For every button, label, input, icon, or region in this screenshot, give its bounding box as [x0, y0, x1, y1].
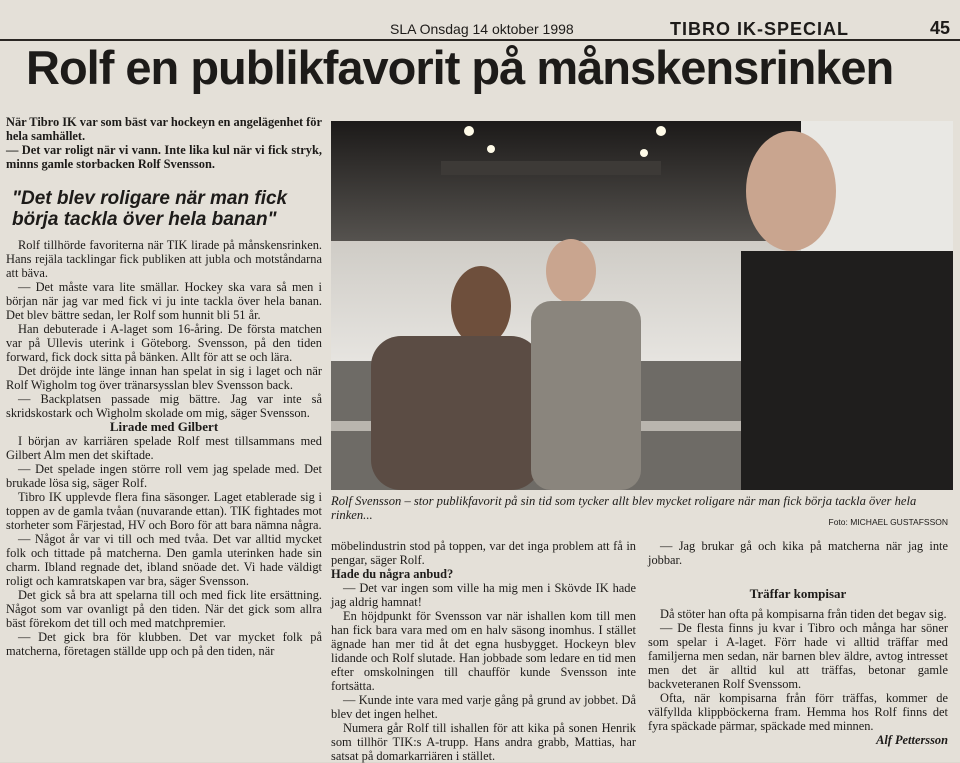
paragraph: — Kunde inte vara med varje gång på grund av jobbet. Då blev det ingen helhet. [331, 693, 636, 721]
paragraph: Numera går Rolf till ishallen för att kika på sonen Henrik som tillhör TIK:s A-trupp. Hans andra grabb, Mattias, har satsat på domarkarriären i stället. [331, 721, 636, 763]
paragraph: Ofta, när kompisarna från förr träffas, kommer de välfyllda klippböckerna fram. Hemma hos Rolf finns det fyra späckade pärmar, späckade med minnen. [648, 691, 948, 733]
paragraph: — Det var ingen som ville ha mig men i Skövde IK hade jag aldrig hamnat! [331, 581, 636, 609]
paragraph: Då stöter han ofta på kompisarna från tiden det begav sig. [660, 607, 947, 621]
photo-credit: Foto: MICHAEL GUSTAFSSON [828, 517, 948, 527]
paragraph: — Något år var vi till och med tvåa. Det var alltid mycket folk och tittade på matcherna. Den gamla uterinken hade sin charm. Ibland regnade det, ibland snöade det. Vi hade väldigt roligt och kamratskapen var bra, säger Svensson. [6, 532, 322, 588]
article-column-2 [331, 539, 636, 763]
paragraph: möbelindustrin stod på toppen, var det inga problem att få in pengar, säger Rolf. [331, 539, 636, 567]
intro-paragraph: När Tibro IK var som bäst var hockeyn en angelägenhet för hela samhället. [6, 115, 322, 143]
subheading-traffar: Träffar kompisar [749, 586, 847, 601]
paragraph: Tibro IK upplevde flera fina säsonger. Laget etablerade sig i toppen av de gamla tvåan (nuvarande ettan). TIK fightades mot storheter som Färjestad, HV och Boro för att bara nämna några. [6, 490, 322, 532]
subheading-lirade: Lirade med Gilbert [109, 419, 219, 434]
intro-text [6, 115, 322, 171]
section-title: TIBRO IK-SPECIAL [670, 19, 850, 39]
paragraph: En höjdpunkt för Svensson var när ishallen kom till men han fick bara vara med om en halv säsong inomhus. I stället ägnade han mer tid åt det egna husbygget. Hockeyn blev lidande och Rolf slutade. Han jobbade som ledare en tid men efter omskolningen till chaufför kunde Svensson inte fortsätta. [331, 609, 636, 693]
pull-quote: "Det blev roligare när man fick börja tackla över hela banan" [12, 188, 288, 230]
publication-date: SLA Onsdag 14 oktober 1998 [390, 21, 574, 37]
subheading-anbud: Hade du några anbud? [331, 567, 454, 581]
paragraph: Det gick så bra att spelarna till och med fick lite ersättning. Något som var ovanligt på den tiden. När det gick som allra bäst förekom det till och med matchpremier. [6, 588, 322, 630]
photo-illustration [331, 121, 953, 490]
article-photo [331, 121, 953, 490]
paragraph: — Backplatsen passade mig bättre. Jag var inte så skridskostark och Wigholm skolade om mig, säger Svensson. [6, 392, 322, 420]
headline: Rolf en publikfavorit på månskensrinken [26, 41, 894, 94]
article-column-1 [6, 238, 322, 658]
article-column-3 [648, 539, 948, 747]
intro-paragraph: — Det var roligt när vi vann. Inte lika kul när vi fick stryk, minns gamle storbacken Rolf Svensson. [6, 143, 322, 171]
photo-caption: Rolf Svensson – stor publikfavorit på sin tid som tycker allt blev mycket roligare när man fick börja tackla över hela rinken... [331, 494, 917, 522]
author-byline: Alf Pettersson [876, 733, 948, 747]
paragraph: — De flesta finns ju kvar i Tibro och många har söner som spelar i A-laget. Förr hade vi alltid träffar med familjerna men sedan, när barnen blev äldre, avtog intresset men det är alltid kul att träffas, betonar gamle backveteranen Rolf Svenssom. [648, 621, 948, 691]
page-number: 45 [930, 18, 951, 38]
paragraph: Det dröjde inte länge innan han spelat in sig i laget och när Rolf Wigholm tog över tränarsysslan blev Svensson back. [6, 364, 322, 392]
paragraph: — Jag brukar gå och kika på matcherna när jag inte jobbar. [648, 539, 948, 567]
paragraph: — Det måste vara lite smällar. Hockey ska vara så men i början när jag var med fick vi ju inte tackla över hela banan. Det blev bättre sedan, ler Rolf som hunnit bli 51 år. [6, 280, 322, 322]
paragraph: — Det gick bra för klubben. Det var mycket folk på matcherna, företagen ställde upp och på den tiden, när [6, 630, 322, 658]
paragraph: Rolf tillhörde favoriterna när TIK lirade på månskensrinken. Hans rejäla tacklingar fick publiken att jubla och motståndarna att bäva. [6, 238, 322, 280]
paragraph: — Det spelade ingen större roll vem jag spelade med. Det brukade lösa sig, säger Rolf. [6, 462, 322, 490]
paragraph: Han debuterade i A-laget som 16-åring. De första matchen var på Ullevis uterink i Göteborg. Svensson, på den tiden forward, fick dock sitta på bänken. Allt för att se och lära. [6, 322, 322, 364]
paragraph: I början av karriären spelade Rolf mest tillsammans med Gilbert Alm men det skiftade. [6, 434, 322, 462]
